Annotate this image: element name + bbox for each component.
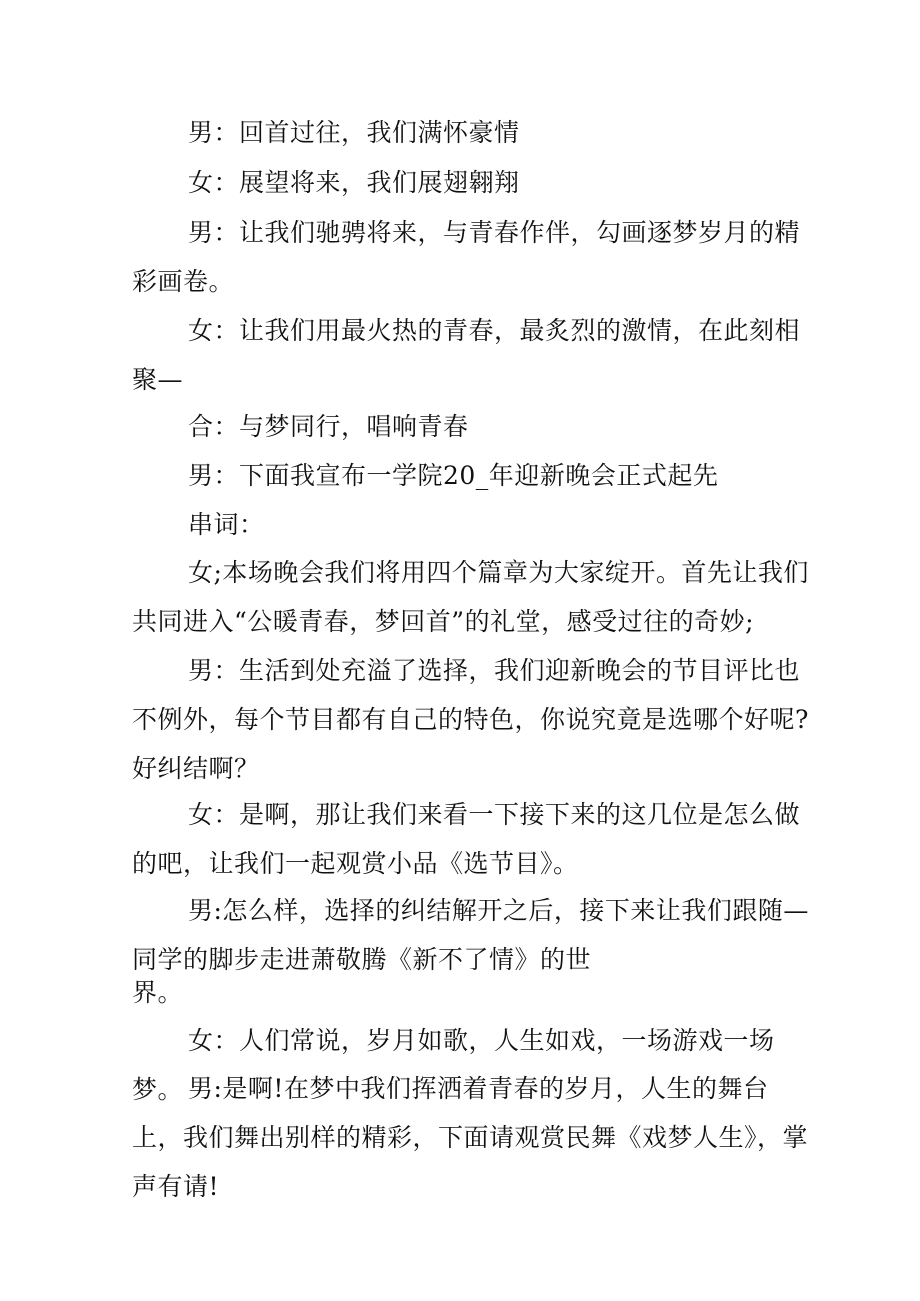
paragraph-8: 女;本场晚会我们将用四个篇章为大家绽开。首先让我们共同进入“公暖青春，梦回首”的礼堂，感受过往的奇妙; [132,558,809,636]
paragraph-7: 串词： [188,510,265,539]
paragraph-6: 男：下面我宣布一学院20_年迎新晚会正式起先 [188,461,719,490]
paragraph-13: 男:是啊!在梦中我们挥洒着青春的岁月，人生的舞台上，我们舞出别样的精彩，下面请观赏民舞《戏梦人生》，掌声有请! [132,1074,809,1201]
paragraph-5: 合：与梦同行，唱响青春 [188,412,469,441]
paragraph-12: 女：人们常说，岁月如歌，人生如戏，一场游戏一场梦。 [132,1026,775,1104]
paragraph-11-continuation: 界。 [132,978,184,1007]
paragraph-1: 男：回首过往，我们满怀豪情 [188,118,520,147]
paragraph-2: 女：展望将来，我们展翅翱翔 [188,168,520,197]
paragraph-11: 男:怎么样，选择的纠结解开之后，接下来让我们跟随—同学的脚步走进萧敬腾《新不了情》的世 [132,896,809,974]
paragraph-4: 女：让我们用最火热的青春，最炙烈的激情，在此刻相聚— [132,316,801,394]
paragraph-9: 男：生活到处充溢了选择，我们迎新晚会的节目评比也不例外，每个节目都有自己的特色，你说究竟是选哪个好呢?好纠结啊？ [132,656,809,783]
paragraph-10: 女：是啊，那让我们来看一下接下来的这几位是怎么做的吧，让我们一起观赏小品《选节目》。 [132,800,801,878]
paragraph-3: 男：让我们驰骋将来，与青春作伴，勾画逐梦岁月的精彩画卷。 [132,218,801,296]
